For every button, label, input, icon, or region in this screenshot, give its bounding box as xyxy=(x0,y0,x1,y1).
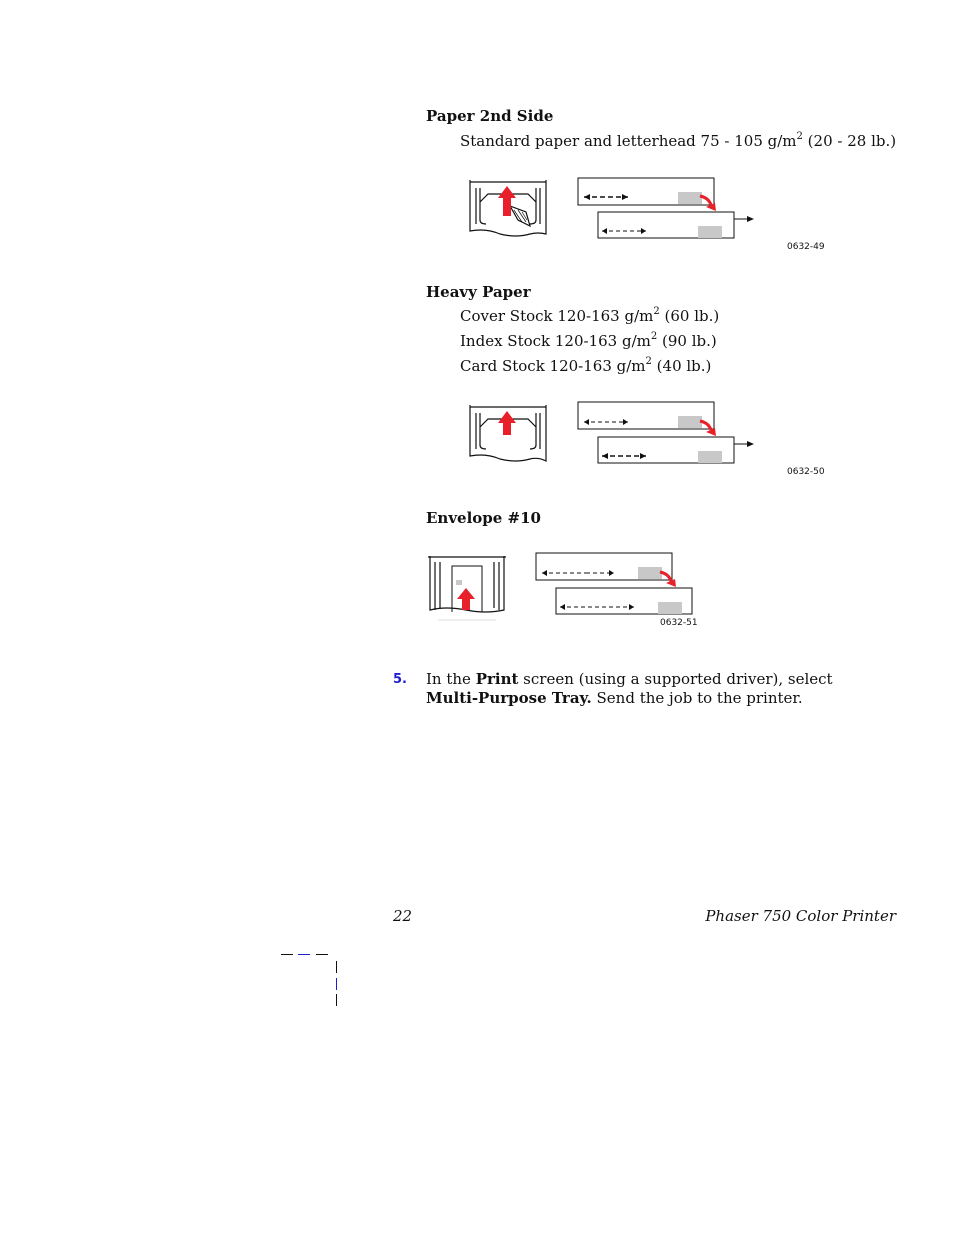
page-number: 22 xyxy=(393,907,413,925)
step-text: In the xyxy=(426,670,476,688)
margin-mark xyxy=(316,954,328,955)
step-instruction xyxy=(426,670,846,708)
step-number: 5. xyxy=(393,672,407,687)
sheet-graphic xyxy=(578,178,754,238)
spec-text: Index Stock 120-163 g/m xyxy=(460,332,651,350)
sheet-graphic xyxy=(578,402,754,463)
spec-text: Cover Stock 120-163 g/m xyxy=(460,307,654,325)
paper-2nd-side-spec xyxy=(460,132,896,150)
figure-label: 0632-49 xyxy=(787,242,825,252)
margin-mark xyxy=(336,961,337,973)
section-heading-paper-2nd-side: Paper 2nd Side xyxy=(426,107,554,125)
spec-text: Card Stock 120-163 g/m xyxy=(460,357,646,375)
heavy-paper-spec-2 xyxy=(460,332,717,350)
spec-text: (60 lb.) xyxy=(659,307,720,325)
section-heading-envelope: Envelope #10 xyxy=(426,509,541,527)
document-title: Phaser 750 Color Printer xyxy=(705,907,896,925)
heavy-paper-spec-3 xyxy=(460,357,711,375)
spec-text: (40 lb.) xyxy=(651,357,712,375)
step-text: Send the job to the printer. xyxy=(591,689,803,707)
spec-superscript: 2 xyxy=(645,356,652,367)
tray-graphic xyxy=(428,556,506,620)
margin-mark xyxy=(336,978,337,990)
envelope-illustration xyxy=(426,552,716,624)
heavy-paper-spec-1 xyxy=(460,307,719,325)
spec-text: (90 lb.) xyxy=(657,332,717,350)
figure-label: 0632-50 xyxy=(787,467,825,477)
margin-mark xyxy=(298,954,310,955)
figure-label: 0632-51 xyxy=(660,618,698,628)
step-bold-tray: Multi-Purpose Tray. xyxy=(426,689,592,707)
spec-superscript: 2 xyxy=(653,306,660,317)
step-bold-print: Print xyxy=(475,670,519,688)
margin-mark xyxy=(336,994,337,1006)
red-arrow-icon xyxy=(498,411,516,435)
step-text: screen (using a supported driver), select xyxy=(518,670,833,688)
paper-2nd-side-illustration xyxy=(466,176,826,256)
spec-text: Standard paper and letterhead 75 - 105 g/m xyxy=(460,132,797,150)
spec-text: (20 - 28 lb.) xyxy=(802,132,897,150)
spec-superscript: 2 xyxy=(796,131,803,142)
margin-mark xyxy=(281,954,293,955)
spec-superscript: 2 xyxy=(650,331,658,342)
heavy-paper-illustration xyxy=(466,401,826,481)
red-arrow-icon xyxy=(457,588,475,610)
section-heading-heavy-paper: Heavy Paper xyxy=(426,283,531,301)
